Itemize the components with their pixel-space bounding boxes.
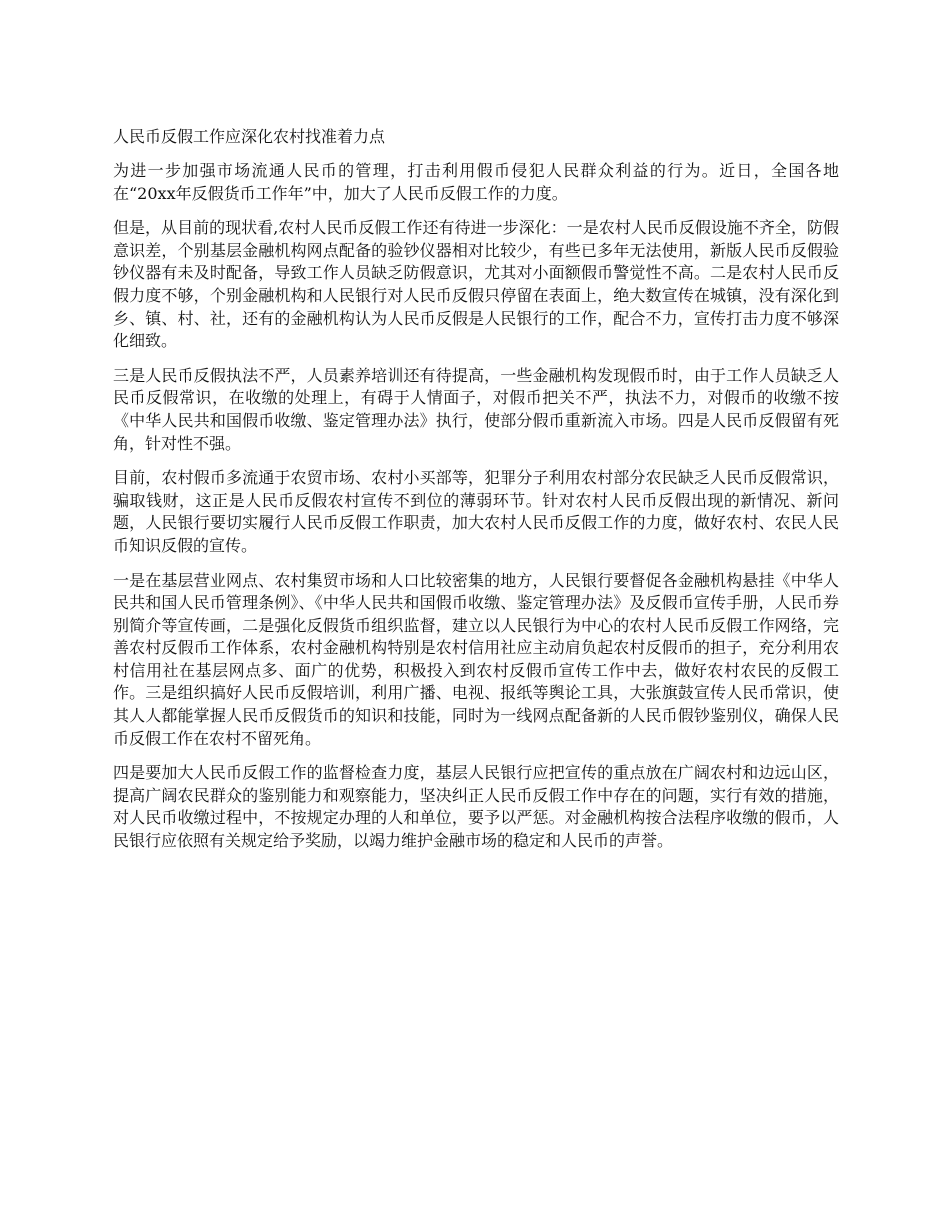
paragraph-6: 四是要加大人民币反假工作的监督检查力度，基层人民银行应把宣传的重点放在广阔农村和边远山区，提高广阔农民群众的鉴别能力和观察能力，坚决纠正人民币反假工作中存在的问题，实行有效的措施，对人民币收缴过程中，不按规定办理的人和单位，要予以严惩。对金融机构按合法程序收缴的假币，人民银行应依照有关规定给予奖励，以竭力维护金融市场的稳定和人民币的声誉。 bbox=[113, 763, 839, 851]
paragraph-4: 目前，农村假币多流通于农贸市场、农村小买部等，犯罪分子利用农村部分农民缺乏人民币反假常识，骗取钱财，这正是人民币反假农村宣传不到位的薄弱环节。针对农村人民币反假出现的新情况、新问题，人民银行要切实履行人民币反假工作职责，加大农村人民币反假工作的力度，做好农村、农民人民币知识反假的宣传。 bbox=[113, 468, 839, 555]
document-title: 人民币反假工作应深化农村找准着力点 bbox=[113, 127, 386, 146]
paragraph-1: 为进一步加强市场流通人民币的管理，打击利用假币侵犯人民群众利益的行为。近日，全国各地在“20xx年反假货币工作年”中，加大了人民币反假工作的力度。 bbox=[113, 161, 839, 203]
document-page bbox=[113, 126, 839, 865]
paragraph-5: 一是在基层营业网点、农村集贸市场和人口比较密集的地方，人民银行要督促各金融机构悬挂《中华人民共和国人民币管理条例》、《中华人民共和国假币收缴、鉴定管理办法》及反假币宣传手册，人民币券别简介等宣传画，二是强化反假货币组织监督，建立以人民银行为中心的农村人民币反假工作网络，完善农村反假币工作体系，农村金融机构特别是农村信用社应主动肩负起农村反假币的担子，充分利用农村信用社在基层网点多、面广的优势，积极投入到农村反假币宣传工作中去，做好农村农民的反假工作。三是组织搞好人民币反假培训，利用广播、电视、报纸等舆论工具，大张旗鼓宣传人民币常识，使其人人都能掌握人民币反假货币的知识和技能，同时为一线网点配备新的人民币假钞鉴别仪，确保人民币反假工作在农村不留死角。 bbox=[113, 570, 839, 748]
paragraph-2: 但是，从目前的现状看,农村人民币反假工作还有待进一步深化：一是农村人民币反假设施不齐全，防假意识差，个别基层金融机构网点配备的验钞仪器相对比较少，有些已多年无法使用，新版人民币反假验钞仪器有未及时配备，导致工作人员缺乏防假意识，尤其对小面额假币警觉性不高。二是农村人民币反假力度不够，个别金融机构和人民银行对人民币反假只停留在表面上，绝大数宣传在城镇，没有深化到乡、镇、村、社，还有的金融机构认为人民币反假是人民银行的工作，配合不力，宣传打击力度不够深化细致。 bbox=[113, 218, 839, 351]
paragraph-3: 三是人民币反假执法不严，人员素养培训还有待提高，一些金融机构发现假币时，由于工作人员缺乏人民币反假常识，在收缴的处理上，有碍于人情面子，对假币把关不严，执法不力，对假币的收缴不按《中华人民共和国假币收缴、鉴定管理办法》执行，使部分假币重新流入市场。四是人民币反假留有死角，针对性不强。 bbox=[113, 365, 839, 453]
